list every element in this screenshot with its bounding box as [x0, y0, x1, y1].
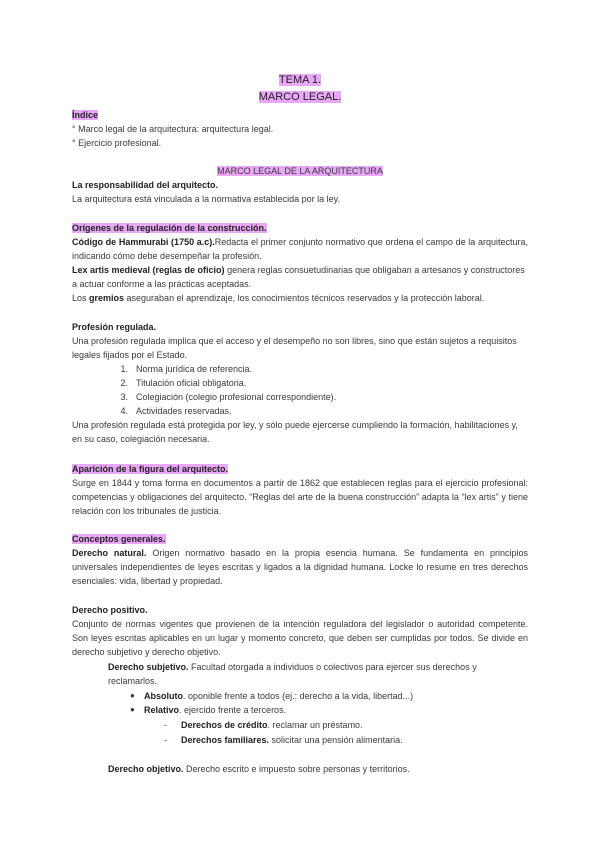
derecho-objetivo-label: Derecho objetivo. — [108, 764, 184, 774]
derecho-subjetivo-label: Derecho subjetivo. — [108, 662, 189, 672]
dash-icon: - — [164, 735, 167, 745]
section-title-text: MARCO LEGAL DE LA ARQUITECTURA — [217, 166, 383, 176]
profesion-outro: Una profesión regulada está protegida por ley, y sólo puede ejercerse cumpliendo la formación, habilitaciones y, en su caso, colegiación necesaria. — [72, 420, 518, 444]
list-text: Colegiación (colegio profesional correspondiente). — [136, 392, 337, 402]
responsabilidad-text: La arquitectura está vinculada a la normativa establecida por la ley. — [72, 194, 340, 204]
derecho-subjetivo-text: Facultad otorgada a individuos o colectivos para ejercer sus derechos y reclamarlos. — [108, 662, 477, 686]
absoluto-text: . oponible frente a todos (ej.: derecho a la vida, libertad...) — [183, 691, 414, 701]
derecho-natural-text: Origen normativo basado en la propia esencia humana. Se fundamenta en principios universales independientes de leyes escritas y ligados a la dignidad humana. Locke lo resume en tres derechos esenciales: vida, libertad y propiedad. — [72, 548, 528, 586]
section-title — [72, 164, 528, 178]
origenes-paragraph-2 — [72, 263, 528, 291]
list-number: 1. — [120, 364, 128, 374]
conceptos-heading-text: Conceptos generales. — [72, 534, 166, 544]
derecho-objetivo-text: Derecho escrito e impuesto sobre personas y territorios. — [183, 764, 410, 774]
list-text: Norma jurídica de referencia. — [136, 364, 253, 374]
list-number: 2. — [120, 378, 128, 388]
origenes-paragraph-1 — [72, 235, 528, 263]
profesion-intro: Una profesión regulada implica que el acceso y el desempeño no son libres, sino que están sujetos a requisitos legales fijados por el Estado. — [72, 336, 517, 360]
hammurabi-label: Código de Hammurabi (1750 a.c). — [72, 237, 215, 247]
bullet-icon: ● — [130, 705, 135, 714]
origenes-paragraph-3 — [72, 291, 528, 305]
gremios-label: gremios — [89, 293, 125, 303]
responsabilidad-heading: La responsabilidad del arquitecto. — [72, 180, 219, 190]
aparicion-heading-text: Aparición de la figura del arquitecto. — [72, 464, 229, 474]
relativo-label: Relativo — [144, 705, 180, 715]
list-number: 4. — [120, 406, 128, 416]
absoluto-label: Absoluto — [144, 691, 183, 701]
credito-label: Derechos de crédito — [181, 720, 268, 730]
origenes-heading — [72, 221, 528, 235]
aparicion-heading — [72, 462, 528, 476]
lex-artis-text: genera reglas consuetudinarias que obligaban a artesanos y constructores a actuar conforme a las prácticas aceptadas. — [72, 265, 525, 289]
aparicion-text: Surge en 1844 y toma forma en documentos a partir de 1862 que establecen reglas para el ejercicio profesional: competencias y obligaciones del arquitecto. “Reglas del arte de la buena construcción” adapta la “lex artis” y tiene relación con los tribunales de justicia. — [72, 478, 528, 516]
hammurabi-text: Redacta el primer conjunto normativo que ordena el campo de la arquitectura, indicando cómo debe desempeñar la profesión. — [72, 237, 528, 261]
index-heading — [72, 108, 528, 122]
title-line-1: TEMA 1. — [278, 74, 322, 86]
list-text: Actividades reservadas. — [136, 406, 232, 416]
derecho-subjetivo-paragraph — [108, 660, 480, 688]
list-text: Titulación oficial obligatoria. — [136, 378, 247, 388]
bullet-icon: ● — [130, 691, 135, 700]
positivo-heading: Derecho positivo. — [72, 605, 148, 615]
derecho-objetivo-paragraph — [108, 762, 528, 776]
derecho-natural-paragraph — [72, 546, 528, 588]
familiares-text: solicitar una pensión alimentaria. — [269, 735, 403, 745]
derecho-natural-label: Derecho natural. — [72, 548, 147, 558]
list-number: 3. — [120, 392, 128, 402]
credito-text: . reclamar un préstamo. — [267, 720, 363, 730]
dash-icon: - — [164, 720, 167, 730]
gremios-text: aseguraban el aprendizaje, los conocimientos técnicos reservados y la protección laboral. — [124, 293, 485, 303]
origenes-heading-text: Orígenes de la regulación de la construcción. — [72, 223, 267, 233]
familiares-label: Derechos familiares. — [181, 735, 270, 745]
profesion-heading: Profesión regulada. — [72, 322, 157, 332]
index-item-1: ° Marco legal de la arquitectura: arquitectura legal. — [72, 124, 274, 134]
lex-artis-label: Lex artis medieval (reglas de oficio) — [72, 265, 225, 275]
relativo-text: . ejercido frente a terceros. — [179, 705, 287, 715]
title-line-2: MARCO LEGAL. — [258, 91, 342, 103]
page-subtitle — [72, 89, 528, 105]
positivo-text: Conjunto de normas vigentes que provienen de la intención reguladora del legislador o autoridad competente. Son leyes escritas aplicables en un lugar y momento concreto, que deben ser cumplidas por todos. Se divide en derecho subjetivo y derecho objetivo. — [72, 619, 528, 657]
index-item-2: ° Ejercicio profesional. — [72, 138, 162, 148]
gremios-pre: Los — [72, 293, 90, 303]
conceptos-heading — [72, 532, 528, 546]
index-heading-text: Índice — [72, 110, 99, 120]
page-title — [72, 72, 528, 88]
